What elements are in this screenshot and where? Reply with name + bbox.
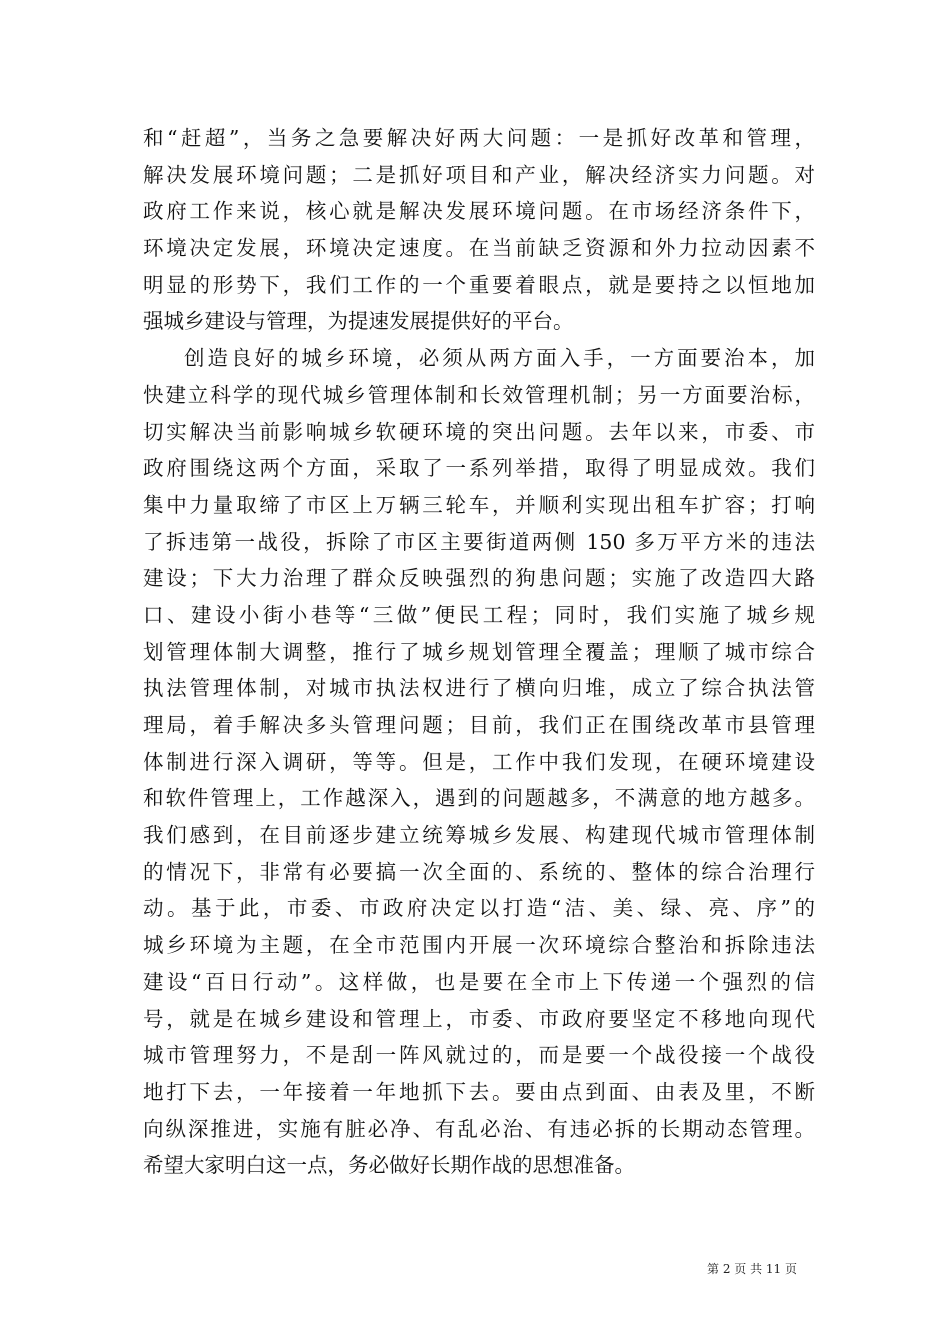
- text-line: 向纵深推进，实施有脏必净、有乱必治、有违必拆的长期动态管理。: [143, 1116, 815, 1141]
- paragraph-1: [143, 120, 815, 340]
- text-line: 明显的形势下，我们工作的一个重要着眼点，就是要持之以恒地加: [143, 272, 815, 297]
- text-line: 了拆违第一战役，拆除了市区主要街道两侧 150 多万平方米的违法: [143, 529, 815, 554]
- text-line: 理局，着手解决多头管理问题；目前，我们正在围绕改革市县管理: [143, 713, 815, 737]
- text-line: 城乡环境为主题，在全市范围内开展一次环境综合整治和拆除违法: [143, 933, 815, 958]
- text-line: 口、建设小街小巷等“三做”便民工程；同时，我们实施了城乡规: [143, 602, 815, 627]
- text-line: 号，就是在城乡建设和管理上，市委、市政府要坚定不移地向现代: [143, 1006, 815, 1031]
- text-line: 城市管理努力，不是刮一阵风就过的，而是要一个战役接一个战役: [143, 1043, 815, 1068]
- text-line: 政府围绕这两个方面，采取了一系列举措，取得了明显成效。我们: [143, 456, 815, 481]
- text-line: 动。基于此，市委、市政府决定以打造“洁、美、绿、亮、序”的: [143, 896, 815, 921]
- text-line: 的情况下，非常有必要搞一次全面的、系统的、整体的综合治理行: [143, 859, 815, 884]
- text-line: 建设；下大力治理了群众反映强烈的狗患问题；实施了改造四大路: [143, 566, 815, 591]
- page-number-footer: 第 2 页 共 11 页: [707, 1262, 797, 1276]
- text-line: 快建立科学的现代城乡管理体制和长效管理机制；另一方面要治标，: [143, 382, 815, 407]
- text-line: 创造良好的城乡环境，必须从两方面入手，一方面要治本，加: [184, 346, 815, 371]
- text-line: 地打下去，一年接着一年地抓下去。要由点到面、由表及里，不断: [143, 1079, 815, 1104]
- text-line: 和“赶超”，当务之急要解决好两大问题：一是抓好改革和管理，: [143, 126, 815, 150]
- text-line: 解决发展环境问题；二是抓好项目和产业，解决经济实力问题。对: [143, 162, 815, 187]
- text-line: 和软件管理上，工作越深入，遇到的问题越多，不满意的地方越多。: [143, 786, 815, 811]
- paragraph-2: [143, 340, 815, 1184]
- text-line: 强城乡建设与管理，为提速发展提供好的平台。: [143, 309, 574, 334]
- text-line: 政府工作来说，核心就是解决发展环境问题。在市场经济条件下，: [143, 199, 815, 224]
- text-line: 划管理体制大调整，推行了城乡规划管理全覆盖；理顺了城市综合: [143, 639, 815, 664]
- text-line: 环境决定发展，环境决定速度。在当前缺乏资源和外力拉动因素不: [143, 236, 815, 261]
- text-line: 切实解决当前影响城乡软硬环境的突出问题。去年以来，市委、市: [143, 419, 815, 444]
- text-line: 希望大家明白这一点，务必做好长期作战的思想准备。: [143, 1153, 635, 1178]
- text-line: 体制进行深入调研，等等。但是，工作中我们发现，在硬环境建设: [143, 749, 815, 774]
- text-line: 建设“百日行动”。这样做，也是要在全市上下传递一个强烈的信: [143, 969, 815, 994]
- text-line: 我们感到，在目前逐步建立统筹城乡发展、构建现代城市管理体制: [143, 823, 815, 848]
- text-line: 执法管理体制，对城市执法权进行了横向归堆，成立了综合执法管: [143, 676, 815, 701]
- body-text: [143, 120, 815, 1184]
- text-line: 集中力量取缔了市区上万辆三轮车，并顺利实现出租车扩容；打响: [143, 492, 815, 517]
